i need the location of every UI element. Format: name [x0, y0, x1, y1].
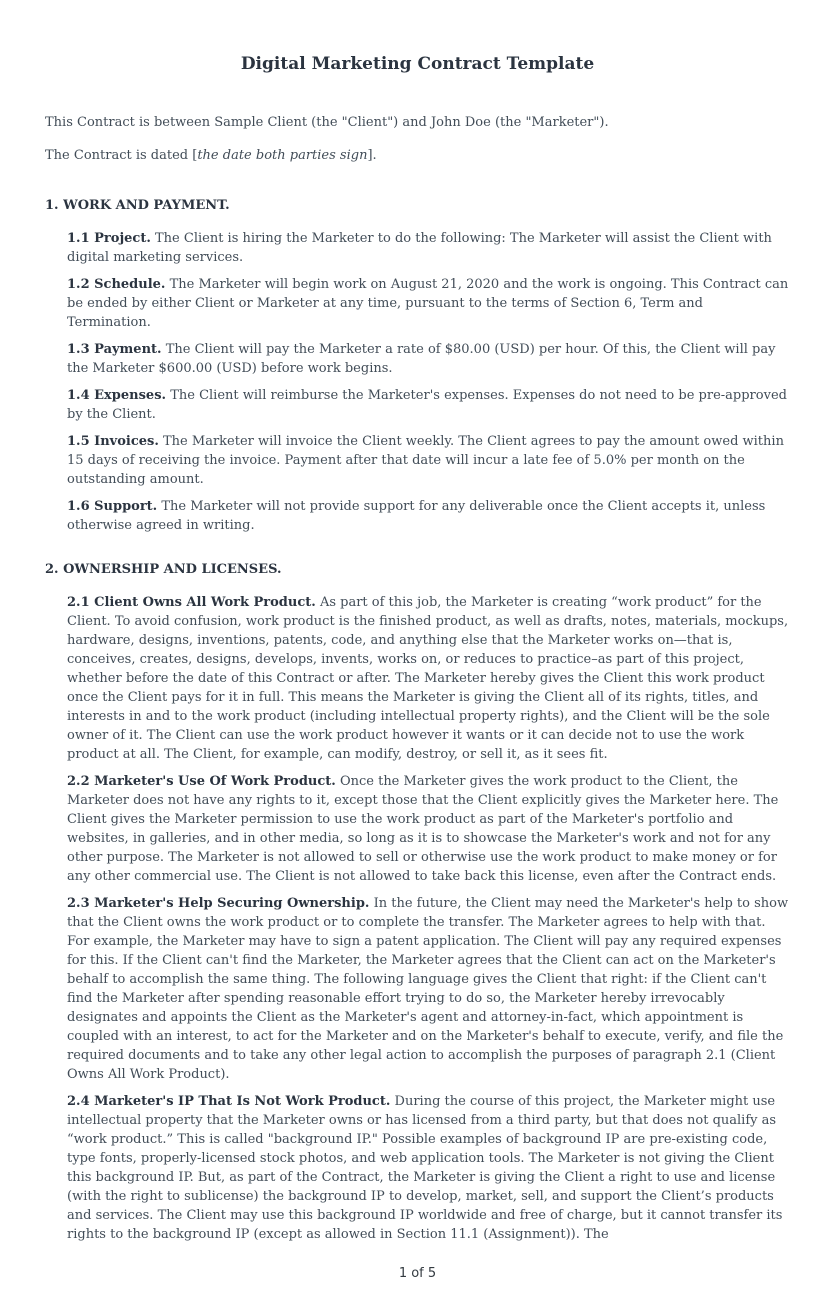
clause-1-6-text: The Marketer will not provide support for any deliverable once the Client accepts it, unless otherwise agreed in writing.: [67, 499, 766, 533]
clause-2-4: [67, 1092, 790, 1244]
clause-1-3-label: 1.3 Payment.: [67, 342, 162, 357]
clause-2-1: [67, 593, 790, 764]
clause-1-1-text: The Client is hiring the Marketer to do the following: The Marketer will assist the Client with digital marketing services.: [67, 231, 772, 265]
clause-2-4-label: 2.4 Marketer's IP That Is Not Work Product.: [67, 1094, 391, 1109]
page-number: 1 of 5: [398, 1266, 437, 1281]
clause-1-4: [67, 386, 790, 424]
clause-2-4-text: During the course of this project, the Marketer might use intellectual property that the Marketer owns or has licensed from a third party, but that does not qualify as “work product.” This is called "background IP." Possible examples of background IP are pre-existing code, type fonts, properly-licensed stock photos, and web application tools. The Marketer is not giving the Client this background IP. But, as part of the Contract, the Marketer is giving the Client a right to use and license (with the right to sublicense) the background IP to develop, market, sell, and support the Client’s products and services. The Client may use this background IP worldwide and free of charge, but it cannot transfer its rights to the background IP (except as allowed in Section 11.1 (Assignment)). The: [67, 1094, 783, 1242]
page-title: Digital Marketing Contract Template: [240, 54, 595, 74]
clause-1-2-text: The Marketer will begin work on August 21, 2020 and the work is ongoing. This Contract can be ended by either Client or Marketer at any time, pursuant to the terms of Section 6, Term and Termination.: [67, 277, 789, 330]
section-heading-work-and-payment: 1. WORK AND PAYMENT.: [45, 198, 230, 213]
clause-1-5: [67, 432, 790, 489]
clause-1-6: [67, 497, 790, 535]
clause-2-2: [67, 772, 790, 886]
clause-1-4-label: 1.4 Expenses.: [67, 388, 167, 403]
section-heading-ownership-and-licenses: 2. OWNERSHIP AND LICENSES.: [45, 562, 282, 577]
clause-1-2-label: 1.2 Schedule.: [67, 277, 166, 292]
intro-dated-placeholder: the date both parties sign: [197, 148, 368, 163]
clause-2-3-text: In the future, the Client may need the Marketer's help to show that the Client owns the work product or to complete the transfer. The Marketer agrees to help with that. For example, the Marketer may have to sign a patent application. The Client will pay any required expenses for this. If the Client can't find the Marketer, the Marketer agrees that the Client can act on the Marketer's behalf to accomplish the same thing. The following language gives the Client that right: if the Client can't find the Marketer after spending reasonable effort trying to do so, the Marketer hereby irrevocably designates and appoints the Client as the Marketer's agent and attorney-in-fact, which appointment is coupled with an interest, to act for the Marketer and on the Marketer's behalf to execute, verify, and file the required documents and to take any other legal action to accomplish the purposes of paragraph 2.1 (Client Owns All Work Product).: [67, 896, 789, 1082]
clause-1-2: [67, 275, 790, 332]
intro-dated-prefix: The Contract is dated [: [45, 148, 198, 163]
clause-1-1-label: 1.1 Project.: [67, 231, 151, 246]
clause-2-3-label: 2.3 Marketer's Help Securing Ownership.: [67, 896, 370, 911]
intro-parties: This Contract is between Sample Client (the "Client") and John Doe (the "Marketer").: [45, 115, 609, 130]
clause-1-1: [67, 229, 790, 267]
clause-1-5-label: 1.5 Invoices.: [67, 434, 159, 449]
clause-2-3: [67, 894, 790, 1084]
clause-2-2-text: Once the Marketer gives the work product to the Client, the Marketer does not have any rights to it, except those that the Client explicitly gives the Marketer here. The Client gives the Marketer permission to use the work product as part of the Marketer's portfolio and websites, in galleries, and in other media, so long as it is to showcase the Marketer's work and not for any other purpose. The Marketer is not allowed to sell or otherwise use the work product to make money or for any other commercial use. The Client is not allowed to take back this license, even after the Contract ends.: [67, 774, 779, 884]
clause-1-4-text: The Client will reimburse the Marketer's expenses. Expenses do not need to be pre-approved by the Client.: [67, 388, 787, 422]
clause-2-1-label: 2.1 Client Owns All Work Product.: [67, 595, 316, 610]
clause-1-3-text: The Client will pay the Marketer a rate of $80.00 (USD) per hour. Of this, the Client will pay the Marketer $600.00 (USD) before work begins.: [67, 342, 776, 376]
clause-2-1-text: As part of this job, the Marketer is creating “work product” for the Client. To avoid confusion, work product is the finished product, as well as drafts, notes, materials, mockups, hardware, designs, inventions, patents, code, and anything else that the Marketer works on—that is, conceives, creates, designs, develops, invents, works on, or reduces to practice–as part of this project, whether before the date of this Contract or after. The Marketer hereby gives the Client this work product once the Client pays for it in full. This means the Marketer is giving the Client all of its rights, titles, and interests in and to the work product (including intellectual property rights), and the Client will be the sole owner of it. The Client can use the work product however it wants or it can decide not to use the work product at all. The Client, for example, can modify, destroy, or sell it, as it sees fit.: [67, 595, 789, 762]
intro-dated-suffix: ].: [367, 148, 377, 163]
clause-1-3: [67, 340, 790, 378]
clause-1-6-label: 1.6 Support.: [67, 499, 158, 514]
clause-1-5-text: The Marketer will invoice the Client weekly. The Client agrees to pay the amount owed within 15 days of receiving the invoice. Payment after that date will incur a late fee of 5.0% per month on the outstanding amount.: [67, 434, 784, 487]
intro-dated: [45, 146, 790, 165]
clause-2-2-label: 2.2 Marketer's Use Of Work Product.: [67, 774, 336, 789]
